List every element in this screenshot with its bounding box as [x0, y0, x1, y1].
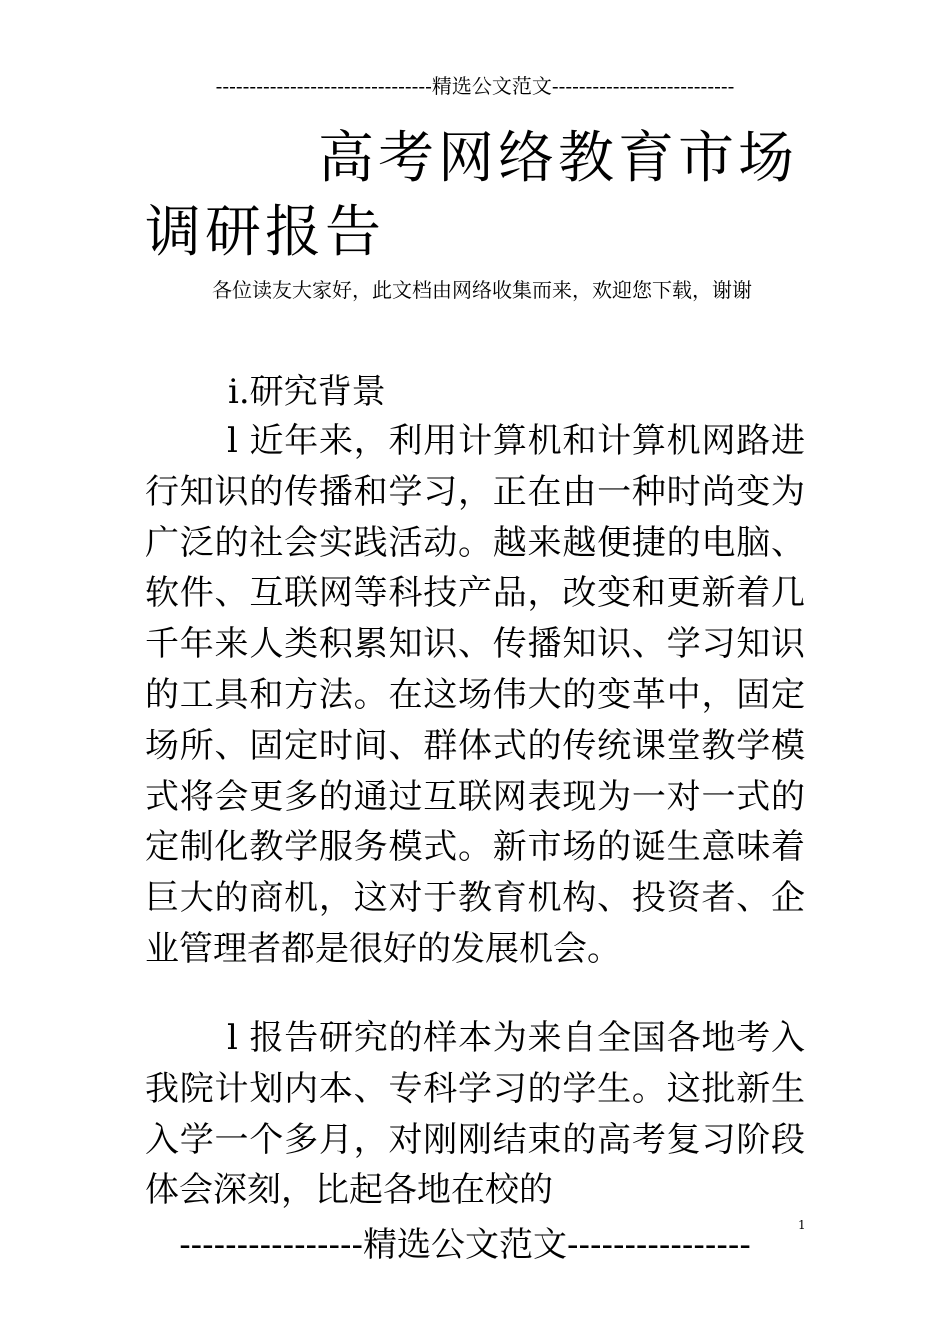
page-header: --------------------------------精选公文范文--------------------------- — [215, 74, 735, 98]
section-heading: ⅰ.研究背景 — [228, 372, 386, 412]
document-title-line-2: 调研报告 — [145, 200, 385, 265]
body-paragraph-2: l 报告研究的样本为来自全国各地考入我院计划内本、专科学习的学生。这批新生入学一个多月，对刚刚结束的高考复习阶段体会深刻，比起各地在校的 — [145, 1018, 805, 1211]
greeting-text: 各位读友大家好，此文档由网络收集而来，欢迎您下载，谢谢 — [212, 278, 752, 302]
page-number: 1 — [798, 1218, 806, 1232]
page-footer: ----------------精选公文范文---------------- — [179, 1225, 751, 1265]
body-paragraph-1: l 近年来，利用计算机和计算机网路进行知识的传播和学习，正在由一种时尚变为广泛的社会实践活动。越来越便捷的电脑、软件、互联网等科技产品，改变和更新着几千年来人类积累知识、传播知识、学习知识的工具和方法。在这场伟大的变革中，固定场所、固定时间、群体式的传统课堂教学模式将会更多的通过互联网表现为一对一式的定制化教学服务模式。新市场的诞生意味着巨大的商机，这对于教育机构、投资者、企业管理者都是很好的发展机会。 — [145, 421, 805, 969]
document-title-line-1: 高考网络教育市场 — [318, 126, 798, 191]
